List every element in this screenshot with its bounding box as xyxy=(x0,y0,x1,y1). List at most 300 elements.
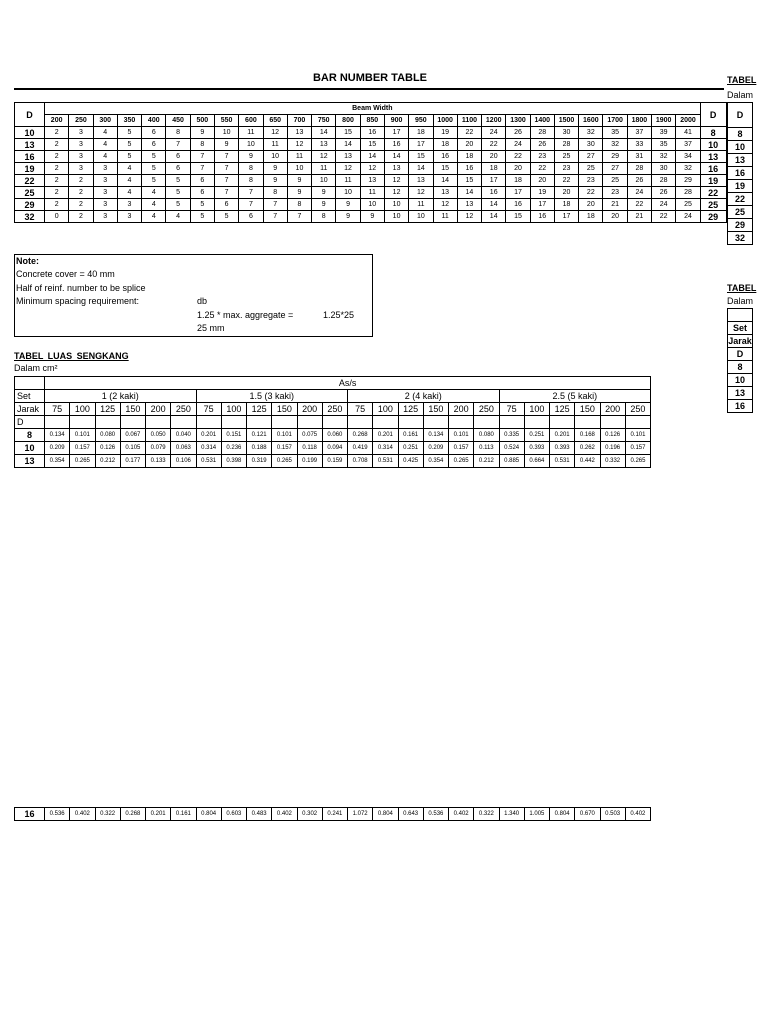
area-value-cell: 0.157 xyxy=(449,442,474,455)
beam-width-cell: 850 xyxy=(360,115,384,127)
bar-count-cell: 22 xyxy=(457,127,481,139)
area-value-cell: 0.212 xyxy=(95,455,120,468)
area-value-cell: 0.314 xyxy=(196,442,221,455)
bar-count-cell: 5 xyxy=(142,163,166,175)
bar-count-cell: 12 xyxy=(433,199,457,211)
stirrup-diameter-cell: 16 xyxy=(15,808,45,821)
bar-count-cell: 2 xyxy=(45,187,69,199)
leg-group-header: 1 (2 kaki) xyxy=(45,390,197,403)
bar-count-cell: 20 xyxy=(554,187,578,199)
right-set-value: 8 xyxy=(728,361,753,374)
bar-count-cell: 10 xyxy=(336,187,360,199)
area-value-cell: 0.161 xyxy=(398,429,423,442)
bar-count-cell: 9 xyxy=(312,199,336,211)
right-dalam-label-2: Dalam xyxy=(727,296,754,306)
area-value-cell: 0.402 xyxy=(625,808,650,821)
bar-count-cell: 2 xyxy=(45,139,69,151)
jarak-label: Jarak xyxy=(15,403,45,416)
area-value-cell: 0.335 xyxy=(499,429,524,442)
right-diameter-cell: 22 xyxy=(700,187,726,199)
bar-count-cell: 3 xyxy=(117,211,141,223)
bar-count-cell: 17 xyxy=(384,127,408,139)
bar-count-cell: 18 xyxy=(409,127,433,139)
bar-count-cell: 23 xyxy=(554,163,578,175)
spacing-header: 250 xyxy=(625,403,650,416)
empty-cell xyxy=(322,416,347,429)
area-value-cell: 0.332 xyxy=(600,455,625,468)
beam-width-cell: 550 xyxy=(214,115,238,127)
bar-count-cell: 25 xyxy=(579,163,603,175)
bar-count-cell: 6 xyxy=(142,139,166,151)
empty-cell xyxy=(575,416,600,429)
bar-count-cell: 27 xyxy=(603,163,627,175)
area-value-cell: 0.536 xyxy=(423,808,448,821)
bar-count-cell: 9 xyxy=(214,139,238,151)
spacing-header: 200 xyxy=(600,403,625,416)
bar-count-cell: 7 xyxy=(190,163,214,175)
bar-count-cell: 10 xyxy=(287,163,311,175)
beam-width-cell: 1200 xyxy=(482,115,506,127)
bar-count-cell: 18 xyxy=(433,139,457,151)
bar-count-cell: 6 xyxy=(142,127,166,139)
beam-width-cell: 1300 xyxy=(506,115,530,127)
spacing-header: 100 xyxy=(221,403,246,416)
bar-count-cell: 34 xyxy=(676,151,700,163)
spacing-header: 75 xyxy=(348,403,373,416)
spacing-header: 150 xyxy=(423,403,448,416)
bar-count-cell: 4 xyxy=(93,127,117,139)
spacing-header: 100 xyxy=(70,403,95,416)
bar-count-cell: 10 xyxy=(239,139,263,151)
bar-count-cell: 6 xyxy=(214,199,238,211)
title-rule xyxy=(14,88,724,90)
note-line3-value: db xyxy=(197,296,208,306)
d-label: D xyxy=(15,416,45,429)
table-row xyxy=(15,187,727,199)
bar-diameter-cell: 13 xyxy=(15,139,45,151)
bar-count-cell: 17 xyxy=(482,175,506,187)
bar-d-header-right: D xyxy=(700,103,726,127)
spacing-header: 200 xyxy=(297,403,322,416)
table-row xyxy=(15,211,727,223)
area-value-cell: 0.885 xyxy=(499,455,524,468)
bar-count-cell: 13 xyxy=(409,175,433,187)
bar-count-cell: 14 xyxy=(482,211,506,223)
beam-width-cell: 600 xyxy=(239,115,263,127)
table-row xyxy=(15,127,727,139)
empty-cell xyxy=(423,416,448,429)
area-value-cell: 0.524 xyxy=(499,442,524,455)
beam-width-cell: 300 xyxy=(93,115,117,127)
area-value-cell: 0.121 xyxy=(247,429,272,442)
area-value-cell: 0.060 xyxy=(322,429,347,442)
bar-diameter-cell: 10 xyxy=(15,127,45,139)
bar-count-cell: 13 xyxy=(287,127,311,139)
area-value-cell: 0.322 xyxy=(95,808,120,821)
bar-count-cell: 4 xyxy=(166,211,190,223)
area-value-cell: 0.212 xyxy=(474,455,499,468)
bar-count-cell: 17 xyxy=(506,187,530,199)
bar-count-cell: 3 xyxy=(69,151,93,163)
bar-count-cell: 5 xyxy=(166,175,190,187)
bar-count-cell: 7 xyxy=(190,151,214,163)
empty-cell xyxy=(70,416,95,429)
table-row xyxy=(15,163,727,175)
empty-cell xyxy=(95,416,120,429)
leg-group-header: 1.5 (3 kaki) xyxy=(196,390,348,403)
beam-width-cell: 400 xyxy=(142,115,166,127)
bar-count-cell: 17 xyxy=(530,199,554,211)
area-value-cell: 0.168 xyxy=(575,429,600,442)
bar-count-cell: 33 xyxy=(627,139,651,151)
bar-count-cell: 10 xyxy=(384,199,408,211)
area-value-cell: 0.196 xyxy=(600,442,625,455)
bar-count-cell: 7 xyxy=(263,199,287,211)
bar-count-cell: 15 xyxy=(433,163,457,175)
stirrup-area-table xyxy=(14,376,651,468)
bar-count-cell: 8 xyxy=(287,199,311,211)
bar-diameter-cell: 16 xyxy=(15,151,45,163)
right-set-table xyxy=(727,308,753,413)
empty-cell xyxy=(171,416,196,429)
area-value-cell: 0.113 xyxy=(474,442,499,455)
beam-width-cell: 800 xyxy=(336,115,360,127)
area-value-cell: 0.265 xyxy=(625,455,650,468)
table-row xyxy=(15,455,651,468)
area-value-cell: 0.531 xyxy=(550,455,575,468)
bar-count-cell: 2 xyxy=(69,211,93,223)
bar-count-cell: 9 xyxy=(287,187,311,199)
area-value-cell: 0.268 xyxy=(120,808,145,821)
bar-count-cell: 20 xyxy=(530,175,554,187)
empty-cell xyxy=(550,416,575,429)
area-value-cell: 0.040 xyxy=(171,429,196,442)
area-value-cell: 0.050 xyxy=(146,429,171,442)
stirrup-diameter-cell: 8 xyxy=(15,429,45,442)
bar-count-cell: 10 xyxy=(263,151,287,163)
area-value-cell: 1.340 xyxy=(499,808,524,821)
area-value-cell: 0.664 xyxy=(524,455,549,468)
bar-count-cell: 15 xyxy=(360,139,384,151)
beam-width-cell: 450 xyxy=(166,115,190,127)
bar-count-cell: 15 xyxy=(409,151,433,163)
bar-count-cell: 22 xyxy=(652,211,676,223)
area-value-cell: 0.101 xyxy=(625,429,650,442)
spacing-header: 250 xyxy=(474,403,499,416)
area-value-cell: 0.302 xyxy=(297,808,322,821)
bar-diameter-cell: 29 xyxy=(15,199,45,211)
bar-count-cell: 7 xyxy=(263,211,287,223)
area-value-cell: 0.101 xyxy=(70,429,95,442)
bar-count-cell: 26 xyxy=(652,187,676,199)
bar-count-cell: 3 xyxy=(93,163,117,175)
area-value-cell: 0.105 xyxy=(120,442,145,455)
area-value-cell: 0.157 xyxy=(272,442,297,455)
empty-cell xyxy=(625,416,650,429)
bar-count-cell: 23 xyxy=(530,151,554,163)
bar-count-cell: 21 xyxy=(627,211,651,223)
right-jarak-label: Jarak xyxy=(728,336,752,346)
bar-count-cell: 5 xyxy=(166,199,190,211)
bar-count-cell: 10 xyxy=(214,127,238,139)
right-diameter-cell: 25 xyxy=(700,199,726,211)
bar-count-cell: 16 xyxy=(384,139,408,151)
spacing-header: 150 xyxy=(272,403,297,416)
bar-count-cell: 25 xyxy=(554,151,578,163)
bar-count-cell: 5 xyxy=(214,211,238,223)
beam-width-cell: 1500 xyxy=(554,115,578,127)
area-value-cell: 0.804 xyxy=(373,808,398,821)
area-value-cell: 0.708 xyxy=(348,455,373,468)
bar-count-cell: 24 xyxy=(627,187,651,199)
area-value-cell: 0.201 xyxy=(373,429,398,442)
bar-count-cell: 9 xyxy=(312,187,336,199)
area-value-cell: 0.101 xyxy=(449,429,474,442)
right-diameter-cell: 29 xyxy=(700,211,726,223)
area-value-cell: 0.075 xyxy=(297,429,322,442)
bar-count-cell: 2 xyxy=(69,175,93,187)
bar-count-cell: 13 xyxy=(384,163,408,175)
bar-count-cell: 32 xyxy=(579,127,603,139)
beam-width-cell: 2000 xyxy=(676,115,700,127)
beam-width-cell: 1800 xyxy=(627,115,651,127)
bar-count-cell: 6 xyxy=(166,163,190,175)
bar-count-cell: 12 xyxy=(384,187,408,199)
area-value-cell: 0.268 xyxy=(348,429,373,442)
bar-count-cell: 9 xyxy=(336,211,360,223)
bar-count-cell: 22 xyxy=(482,139,506,151)
bar-count-cell: 21 xyxy=(603,199,627,211)
beam-width-cell: 650 xyxy=(263,115,287,127)
luas-subtitle: Dalam cm² xyxy=(14,363,58,373)
bar-count-cell: 5 xyxy=(117,127,141,139)
empty-cell xyxy=(196,416,221,429)
bar-count-cell: 11 xyxy=(263,139,287,151)
right-set-value: 10 xyxy=(728,374,753,387)
bar-count-cell: 11 xyxy=(336,175,360,187)
bar-count-cell: 6 xyxy=(166,151,190,163)
bar-count-cell: 3 xyxy=(69,139,93,151)
bar-count-cell: 20 xyxy=(579,199,603,211)
bar-count-cell: 29 xyxy=(603,151,627,163)
note-line3-label: Minimum spacing requirement: xyxy=(16,296,140,306)
empty-cell xyxy=(524,416,549,429)
bar-count-cell: 20 xyxy=(482,151,506,163)
stirrup-diameter-cell: 13 xyxy=(15,455,45,468)
bar-count-cell: 4 xyxy=(93,139,117,151)
bar-count-cell: 3 xyxy=(69,127,93,139)
bar-count-cell: 11 xyxy=(409,199,433,211)
empty-cell xyxy=(120,416,145,429)
area-value-cell: 0.251 xyxy=(398,442,423,455)
area-value-cell: 0.118 xyxy=(297,442,322,455)
bar-count-cell: 10 xyxy=(360,199,384,211)
beam-width-cell: 950 xyxy=(409,115,433,127)
bar-count-cell: 5 xyxy=(142,175,166,187)
bar-count-cell: 26 xyxy=(506,127,530,139)
bar-count-cell: 14 xyxy=(312,127,336,139)
bar-count-cell: 3 xyxy=(93,211,117,223)
area-value-cell: 0.133 xyxy=(146,455,171,468)
stirrup-diameter-cell: 10 xyxy=(15,442,45,455)
bar-count-cell: 6 xyxy=(190,175,214,187)
bar-count-cell: 7 xyxy=(214,163,238,175)
bar-count-cell: 24 xyxy=(482,127,506,139)
area-value-cell: 0.063 xyxy=(171,442,196,455)
bar-count-cell: 2 xyxy=(45,199,69,211)
bar-number-table xyxy=(14,102,727,223)
area-value-cell: 0.159 xyxy=(322,455,347,468)
bar-count-cell: 14 xyxy=(360,151,384,163)
spacing-header: 150 xyxy=(575,403,600,416)
bar-count-cell: 28 xyxy=(676,187,700,199)
bar-count-cell: 13 xyxy=(433,187,457,199)
area-value-cell: 0.151 xyxy=(221,429,246,442)
note-line4-label: 1.25 * max. aggregate = xyxy=(197,310,294,320)
bar-count-cell: 22 xyxy=(530,163,554,175)
right-tabel-label: TABEL xyxy=(727,75,757,85)
empty-cell xyxy=(348,416,373,429)
bar-count-cell: 7 xyxy=(239,187,263,199)
bar-count-cell: 35 xyxy=(652,139,676,151)
right-diameter-cell: 16 xyxy=(700,163,726,175)
area-value-cell: 0.425 xyxy=(398,455,423,468)
right-diameter-cell: 10 xyxy=(700,139,726,151)
bar-count-cell: 2 xyxy=(69,199,93,211)
bar-count-cell: 12 xyxy=(360,163,384,175)
table-row xyxy=(15,808,651,821)
spacing-header: 150 xyxy=(120,403,145,416)
bar-count-cell: 15 xyxy=(457,175,481,187)
area-value-cell: 0.262 xyxy=(575,442,600,455)
bar-count-cell: 12 xyxy=(336,163,360,175)
beam-width-cell: 1400 xyxy=(530,115,554,127)
bar-count-cell: 26 xyxy=(627,175,651,187)
leg-group-header: 2 (4 kaki) xyxy=(348,390,500,403)
bar-count-cell: 14 xyxy=(482,199,506,211)
bar-count-cell: 11 xyxy=(312,163,336,175)
bar-count-cell: 18 xyxy=(482,163,506,175)
bar-count-cell: 5 xyxy=(190,211,214,223)
leg-group-header: 2.5 (5 kaki) xyxy=(499,390,651,403)
bar-count-cell: 2 xyxy=(45,163,69,175)
area-value-cell: 0.483 xyxy=(247,808,272,821)
area-value-cell: 0.804 xyxy=(550,808,575,821)
bar-count-cell: 17 xyxy=(409,139,433,151)
bar-count-cell: 22 xyxy=(506,151,530,163)
beam-width-cell: 900 xyxy=(384,115,408,127)
empty-cell xyxy=(146,416,171,429)
area-value-cell: 0.106 xyxy=(171,455,196,468)
note-line4-value: 1.25*25 xyxy=(323,310,355,320)
spacing-header: 200 xyxy=(449,403,474,416)
area-value-cell: 0.209 xyxy=(45,442,70,455)
area-value-cell: 0.531 xyxy=(196,455,221,468)
bar-count-cell: 18 xyxy=(579,211,603,223)
bar-count-cell: 39 xyxy=(652,127,676,139)
bar-count-cell: 11 xyxy=(433,211,457,223)
bar-count-cell: 2 xyxy=(45,175,69,187)
right-d-value: 29 xyxy=(728,219,753,232)
right-d-value: 10 xyxy=(728,141,753,154)
bar-count-cell: 12 xyxy=(457,211,481,223)
area-value-cell: 0.402 xyxy=(70,808,95,821)
bar-count-cell: 22 xyxy=(627,199,651,211)
bar-count-cell: 28 xyxy=(554,139,578,151)
bar-count-cell: 3 xyxy=(93,175,117,187)
bar-count-cell: 9 xyxy=(239,151,263,163)
page-title: BAR NUMBER TABLE xyxy=(312,72,428,84)
area-value-cell: 0.536 xyxy=(45,808,70,821)
table-row xyxy=(15,199,727,211)
bar-count-cell: 14 xyxy=(409,163,433,175)
beam-width-cell: 1100 xyxy=(457,115,481,127)
bar-count-cell: 6 xyxy=(239,211,263,223)
bar-count-cell: 4 xyxy=(142,211,166,223)
bar-count-cell: 5 xyxy=(142,151,166,163)
empty-cell xyxy=(398,416,423,429)
area-value-cell: 0.503 xyxy=(600,808,625,821)
right-diameter-cell: 19 xyxy=(700,175,726,187)
area-value-cell: 0.157 xyxy=(70,442,95,455)
bar-count-cell: 16 xyxy=(482,187,506,199)
bar-count-cell: 30 xyxy=(554,127,578,139)
area-value-cell: 0.080 xyxy=(95,429,120,442)
bar-count-cell: 8 xyxy=(166,127,190,139)
bar-diameter-cell: 32 xyxy=(15,211,45,223)
right-d-value: 13 xyxy=(728,154,753,167)
stirrup-area-row-16 xyxy=(14,807,651,821)
bar-count-cell: 3 xyxy=(117,199,141,211)
bar-count-cell: 4 xyxy=(142,199,166,211)
beam-width-cell: 700 xyxy=(287,115,311,127)
right-set-value: 16 xyxy=(728,400,753,413)
bar-count-cell: 24 xyxy=(652,199,676,211)
beam-width-cell: 750 xyxy=(312,115,336,127)
table-row xyxy=(15,442,651,455)
bar-count-cell: 4 xyxy=(142,187,166,199)
bar-count-cell: 27 xyxy=(579,151,603,163)
bar-count-cell: 2 xyxy=(45,151,69,163)
bar-count-cell: 20 xyxy=(457,139,481,151)
empty-cell xyxy=(297,416,322,429)
empty-cell xyxy=(499,416,524,429)
area-value-cell: 0.603 xyxy=(221,808,246,821)
right-set-empty-cell xyxy=(728,309,753,322)
bar-count-cell: 5 xyxy=(117,151,141,163)
bar-count-cell: 8 xyxy=(239,163,263,175)
spacing-header: 125 xyxy=(247,403,272,416)
spacing-header: 200 xyxy=(146,403,171,416)
note-box xyxy=(14,254,373,337)
bar-d-header: D xyxy=(15,103,45,127)
bar-count-cell: 23 xyxy=(603,187,627,199)
area-value-cell: 0.209 xyxy=(423,442,448,455)
bar-count-cell: 14 xyxy=(457,187,481,199)
right-d-table xyxy=(727,102,753,245)
right-diameter-cell: 8 xyxy=(700,127,726,139)
bar-count-cell: 5 xyxy=(190,199,214,211)
right-set-value: 13 xyxy=(728,387,753,400)
bar-count-cell: 23 xyxy=(579,175,603,187)
bar-count-cell: 2 xyxy=(45,127,69,139)
bar-count-cell: 32 xyxy=(652,151,676,163)
bar-count-cell: 10 xyxy=(409,211,433,223)
right-set-label: Set xyxy=(728,322,753,335)
area-value-cell: 0.354 xyxy=(423,455,448,468)
bar-count-cell: 15 xyxy=(336,127,360,139)
beam-width-cell: 200 xyxy=(45,115,69,127)
